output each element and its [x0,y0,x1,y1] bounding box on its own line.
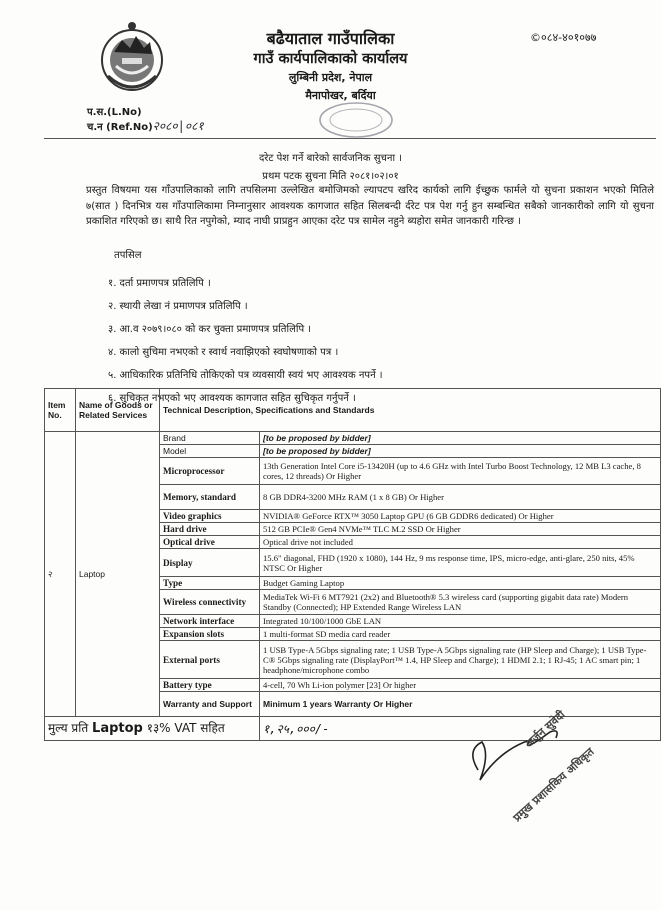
list-item: ४. कालो सुचिमा नभएको र स्वार्थ नवाझिएको स्वघोषणाको पत्र । [108,347,339,358]
spec-label: Model [160,445,260,458]
schedule-heading: तपसिल [114,250,142,261]
goods-name-header: Name of Goods or Related Services [76,389,160,432]
spec-label: External ports [160,641,260,679]
spec-value: 8 GB DDR4-3200 MHz RAM (1 x 8 GB) Or Higher [260,485,661,510]
office-name: गाउँ कार्यपालिकाको कार्यालय [253,51,408,67]
price-item-name: Laptop [92,721,143,736]
item-name: Laptop [76,432,160,717]
table-row [45,432,661,445]
spec-label: Optical drive [160,536,260,549]
notice-body: प्रस्तुत विषयमा यस गाँउपालिकाको लागि तपसिलमा उल्लेखित बमोजिमको ल्यापटप खरिद कार्यको लागि ईच्छुक फार्मले यो सुचना प्रकाशन भएको मितिले ७(सात ) दिनभित्र यस गाँउपालिकामा निम्नानुसार आवश्यक कागजात सहित सिलबन्दी र्दरेट पत्र पेश गर्नु हुन सम्बन्धित सबैको जानकारीको लागि यो सुचना प्रकाशित गरिएको छ। साथै रित नपुगेको, म्याद नाघी प्राप्रहुन आएका दरेट पत्र सामेल नहुने ब्यहोरा समेत जानकारी गरिन्छ । [86,185,654,227]
officer-name: अर्जुन सुवेदी [522,708,568,751]
specification-table [44,388,661,741]
spec-value: Budget Gaming Laptop [260,577,661,590]
price-label: मुल्य प्रति Laptop १३% VAT सहित [45,717,260,741]
ref-number-value: २०८०|०८१ [152,119,204,133]
list-item: ५. आधिकारिक प्रतिनिधि तोकिएको पत्र व्यवसायी स्वयं भए आवश्यक नपर्ने । [108,370,383,381]
spec-value: NVIDIA® GeForce RTX™ 3050 Laptop GPU (6 GB GDDR6 dedicated) Or Higher [260,510,661,523]
address-line: मैनापोखर, बर्दिया [305,89,376,102]
spec-label: Type [160,577,260,590]
spec-value: 512 GB PCIe® Gen4 NVMe™ TLC M.2 SSD Or Higher [260,523,661,536]
list-item: ६. सुचिकृत नभएको भए आवश्यक कागजात सहित सुचिकृत गर्नुपर्ने । [108,393,356,404]
spec-label: Brand [160,432,260,445]
first-publication-date: प्रथम पटक सुचना मिति २०८१।०२।०१ [262,171,399,182]
municipality-name: बढैयाताल गाउँपालिका [266,29,395,48]
list-item: १. दर्ता प्रमाणपत्र प्रतिलिपि । [108,278,211,289]
spec-value: [to be proposed by bidder] [260,432,661,445]
ref-number-label: च.न (Ref.No) [87,122,153,133]
spec-value: Optical drive not included [260,536,661,549]
header-divider [44,138,656,139]
spec-value: [to be proposed by bidder] [260,445,661,458]
spec-value: Integrated 10/100/1000 GbE LAN [260,615,661,628]
spec-label: Warranty and Support [160,692,260,717]
signature-block [460,708,660,825]
spec-label: Hard drive [160,523,260,536]
spec-value: 4-cell, 70 Wh Li-ion polymer [23] Or higher [260,679,661,692]
spec-label: Display [160,549,260,577]
phone-number: ©०८४-४०१०७७ [530,31,597,44]
spec-value: 15.6" diagonal, FHD (1920 x 1080), 144 Hz, 9 ms response time, IPS, micro-edge, anti-glare, 250 nits, 45% NTSC Or Higher [260,549,661,577]
item-no-header: Item No. [45,389,76,432]
ref-number [87,117,204,134]
spec-label: Memory, standard [160,485,260,510]
tech-desc-header: Technical Description, Specifications and Standards [160,389,661,432]
spec-label: Wireless connectivity [160,590,260,615]
spec-label: Microprocessor [160,458,260,485]
list-item: २. स्थायी लेखा नं प्रमाणपत्र प्रतिलिपि । [108,301,248,312]
spec-value: 1 USB Type-A 5Gbps signaling rate; 1 USB Type-A 5Gbps signaling rate (HP Sleep and Charge); 1 USB Type-C® 5Gbps signaling rate (DisplayPort™ 1.4, HP Sleep and Charge); 1 HDMI 2.1; 1 RJ-45; 1 AC smart pin; 1 headphone/microphone combo [260,641,661,679]
province-line: लुम्बिनी प्रदेश, नेपाल [288,71,373,84]
notice-title: दरेट पेश गर्ने बारेको सार्वजनिक सुचना । [258,153,403,164]
spec-value: Minimum 1 years Warranty Or Higher [260,692,661,717]
price-value: १,२५,०००/- [263,721,330,736]
office-stamp-icon [312,96,400,140]
table-header-row [45,389,661,432]
spec-label: Battery type [160,679,260,692]
spec-label: Expansion slots [160,628,260,641]
spec-value: 1 multi-format SD media card reader [260,628,661,641]
spec-value: MediaTek Wi-Fi 6 MT7921 (2x2) and Bluetooth® 5.3 wireless card (supporting gigabit data rate) Modern Standby (Connected); HP Extended Range Wireless LAN [260,590,661,615]
letter-number-label: प.स.(L.No) [87,107,142,118]
officer-designation: प्रमुख प्रशासकिय अधिकृत [510,745,597,825]
spec-label: Network interface [160,615,260,628]
list-item: ३. आ.व २०७९।०८० को कर चुक्ता प्रमाणपत्र प्रतिलिपि । [108,324,312,335]
spec-value: 13th Generation Intel Core i5-13420H (up to 4.6 GHz with Intel Turbo Boost Technology, 12 MB L3 cache, 8 cores, 12 threads) Or Higher [260,458,661,485]
signature-mark-icon [460,710,660,820]
item-number: २ [45,432,76,717]
spec-label: Video graphics [160,510,260,523]
